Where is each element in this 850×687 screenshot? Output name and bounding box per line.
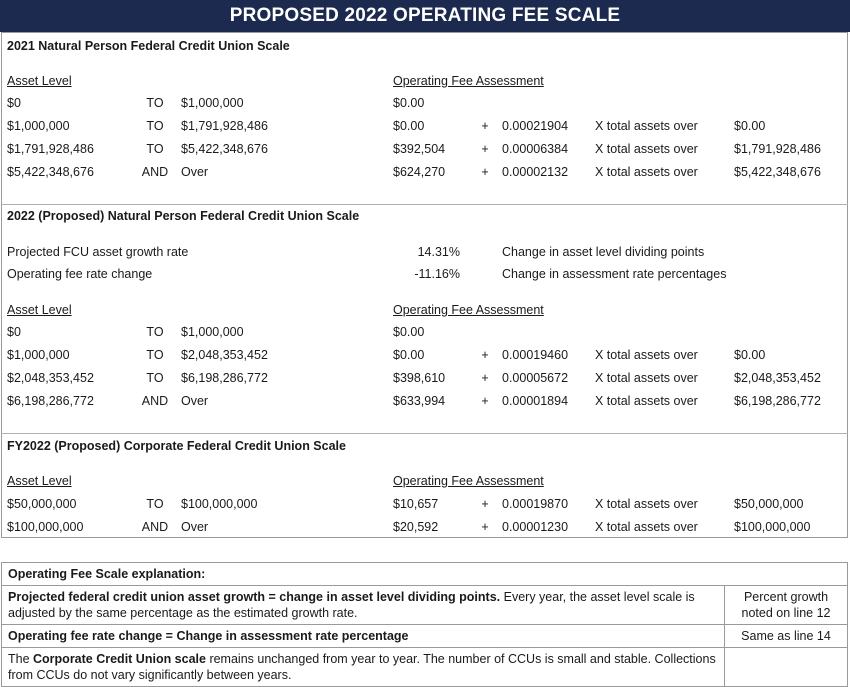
cell-conj: AND [141, 165, 169, 179]
cell-to: Over [181, 520, 209, 534]
asset-level-label: Asset Level [7, 303, 72, 317]
explanation-growth-bold: Projected federal credit union asset growth = change in asset level dividing points. [8, 590, 501, 604]
explanation-corporate [2, 648, 725, 687]
fee-assessment-label: Operating Fee Assessment [393, 74, 544, 88]
section-heading-corporate: FY2022 (Proposed) Corporate Federal Credit Union Scale [7, 439, 346, 453]
cell-over: $0.00 [734, 119, 766, 133]
cell-plus: + [481, 394, 489, 408]
cell-rate: 0.00002132 [502, 165, 569, 179]
growth-label: Projected FCU asset growth rate [7, 245, 189, 259]
cell-base: $633,994 [393, 394, 446, 408]
growth-desc: Change in asset level dividing points [502, 245, 705, 259]
cell-plus: + [481, 142, 489, 156]
cell-base: $10,657 [393, 497, 439, 511]
explanation-rate: Operating fee rate change = Change in assessment rate percentage [2, 625, 725, 648]
cell-rate: 0.00001894 [502, 394, 569, 408]
cell-base: $0.00 [393, 348, 425, 362]
rate-change-label: Operating fee rate change [7, 267, 153, 281]
growth-value: 14.31% [417, 245, 460, 259]
cell-x: X total assets over [595, 348, 698, 362]
cell-from: $5,422,348,676 [7, 165, 94, 179]
cell-conj: TO [146, 371, 164, 385]
cell-from: $50,000,000 [7, 497, 77, 511]
fee-assessment-label: Operating Fee Assessment [393, 474, 544, 488]
cell-x: X total assets over [595, 497, 698, 511]
cell-plus: + [481, 119, 489, 133]
section-heading-2022: 2022 (Proposed) Natural Person Federal Credit Union Scale [7, 209, 360, 223]
cell-to: $5,422,348,676 [181, 142, 268, 156]
cell-to: $6,198,286,772 [181, 371, 268, 385]
cell-over: $100,000,000 [734, 520, 811, 534]
cell-from: $0 [7, 325, 21, 339]
cell-conj: TO [146, 325, 164, 339]
cell-conj: TO [146, 96, 164, 110]
cell-to: $1,791,928,486 [181, 119, 268, 133]
cell-from: $6,198,286,772 [7, 394, 94, 408]
cell-x: X total assets over [595, 394, 698, 408]
cell-x: X total assets over [595, 371, 698, 385]
cell-base: $0.00 [393, 119, 425, 133]
cell-base: $20,592 [393, 520, 439, 534]
divider [1, 433, 848, 434]
cell-x: X total assets over [595, 142, 698, 156]
cell-base: $624,270 [393, 165, 446, 179]
cell-conj: TO [146, 119, 164, 133]
cell-base: $392,504 [393, 142, 446, 156]
cell-from: $1,000,000 [7, 119, 70, 133]
fee-assessment-label: Operating Fee Assessment [393, 303, 544, 317]
cell-to: $100,000,000 [181, 497, 258, 511]
cell-from: $0 [7, 96, 21, 110]
cell-conj: TO [146, 497, 164, 511]
rate-change-value: -11.16% [414, 267, 460, 281]
explanation-growth-text: Every year, the asset level scale is adjusted by the same percentage as the estimated growth rate. [8, 590, 695, 620]
cell-to: $1,000,000 [181, 325, 244, 339]
cell-to: $1,000,000 [181, 96, 244, 110]
cell-base: $398,610 [393, 371, 446, 385]
cell-rate: 0.00019870 [502, 497, 569, 511]
cell-rate: 0.00001230 [502, 520, 569, 534]
cell-conj: TO [146, 142, 164, 156]
cell-over: $2,048,353,452 [734, 371, 821, 385]
divider [1, 204, 848, 205]
asset-level-label: Asset Level [7, 474, 72, 488]
explanation-corporate-bold: Corporate Credit Union scale [33, 652, 206, 666]
page-title: PROPOSED 2022 OPERATING FEE SCALE [0, 0, 850, 32]
cell-from: $100,000,000 [7, 520, 84, 534]
cell-plus: + [481, 348, 489, 362]
cell-rate: 0.00019460 [502, 348, 569, 362]
cell-conj: AND [141, 394, 169, 408]
cell-from: $1,000,000 [7, 348, 70, 362]
rate-change-desc: Change in assessment rate percentages [502, 267, 727, 281]
explanation-corporate-side [725, 648, 848, 687]
cell-to: Over [181, 165, 209, 179]
asset-level-label: Asset Level [7, 74, 72, 88]
cell-plus: + [481, 520, 489, 534]
cell-plus: + [481, 371, 489, 385]
cell-over: $6,198,286,772 [734, 394, 821, 408]
explanation-rate-side: Same as line 14 [725, 625, 848, 648]
cell-base: $0.00 [393, 325, 425, 339]
cell-base: $0.00 [393, 96, 425, 110]
cell-to: Over [181, 394, 209, 408]
explanation-table [1, 562, 848, 687]
cell-conj: AND [141, 520, 169, 534]
cell-over: $0.00 [734, 348, 766, 362]
cell-from: $2,048,353,452 [7, 371, 94, 385]
cell-x: X total assets over [595, 165, 698, 179]
explanation-heading: Operating Fee Scale explanation: [2, 563, 848, 586]
cell-over: $50,000,000 [734, 497, 804, 511]
cell-rate: 0.00005672 [502, 371, 569, 385]
cell-plus: + [481, 497, 489, 511]
explanation-corporate-pre: The [8, 652, 34, 666]
cell-rate: 0.00006384 [502, 142, 569, 156]
fee-scale-frame [1, 32, 848, 538]
explanation-growth [2, 586, 725, 625]
explanation-corporate-text: remains unchanged from year to year. The number of CCUs is small and stable. Collections from CCUs do not vary significantly between years. [8, 652, 716, 682]
cell-over: $5,422,348,676 [734, 165, 821, 179]
cell-x: X total assets over [595, 119, 698, 133]
explanation-growth-side: Percent growth noted on line 12 [725, 586, 848, 625]
cell-conj: TO [146, 348, 164, 362]
section-heading-2021: 2021 Natural Person Federal Credit Union Scale [7, 39, 290, 53]
cell-from: $1,791,928,486 [7, 142, 94, 156]
cell-plus: + [481, 165, 489, 179]
cell-over: $1,791,928,486 [734, 142, 821, 156]
cell-rate: 0.00021904 [502, 119, 569, 133]
cell-x: X total assets over [595, 520, 698, 534]
cell-to: $2,048,353,452 [181, 348, 268, 362]
